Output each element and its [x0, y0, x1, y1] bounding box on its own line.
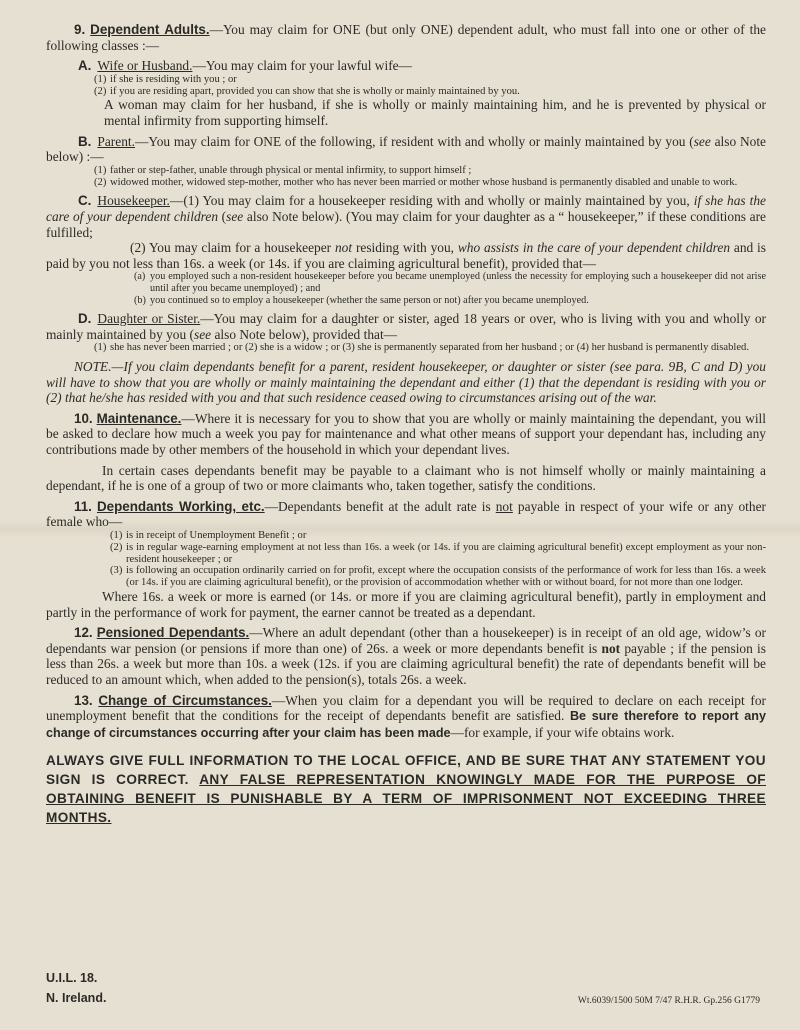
print-code: Wt.6039/1500 50M 7/47 R.H.R. Gp.256 G1779: [577, 996, 760, 1006]
section-9c-part-2: (2) You may claim for a housekeeper not residing with you, who assists in the care of your dependent children and is paid by you not less than 16s. a week (or 14s. if you are claiming agricultural benefit), provided that—: [46, 240, 766, 271]
section-9-intro: [46, 22, 766, 53]
section-9a-letter: A.: [78, 58, 92, 74]
section-9b-list: [46, 165, 766, 189]
section-9a-list: [46, 74, 766, 98]
section-9b-letter: B.: [78, 133, 92, 149]
section-9-note: NOTE.—If you claim dependants benefit for a parent, resident housekeeper, or daughter or sister (see para. 9B, C and D) you will have to show that you are wholly or mainly maintaining the dependant and either (1) that the dependant is residing with you or (2) that he/she has resided with you and that such residence ceased owing to circumstances arising out of the war.: [46, 359, 766, 406]
section-9b-label: Parent.: [97, 133, 135, 149]
section-9a-label: Wife or Husband.: [97, 58, 193, 74]
section-9d: D. Daughter or Sister.—You may claim for a daughter or sister, aged 18 years or over, who is living with you and wholly or mainly maintained by you (see also Note below), provided that—: [46, 311, 766, 342]
list-item: (2) widowed mother, widowed step-mother, mother who has never been married or mother whose husband is permanently disabled and unable to work.: [94, 176, 738, 188]
section-9a-text: —You may claim for your lawful wife—: [192, 58, 412, 74]
section-9-number: 9.: [74, 22, 86, 37]
section-13-title: Change of Circumstances.: [98, 692, 272, 708]
region-label: N. Ireland.: [46, 991, 107, 1005]
section-9a: [46, 58, 766, 74]
list-item: (1) if she is residing with you ; or: [94, 73, 237, 85]
section-9d-label: Daughter or Sister.: [97, 311, 201, 327]
list-item: (2) is in regular wage-earning employment at not less than 16s. a week (or 14s. if you are claiming agricultural benefit) except employment as your non-resident housekeeper ; or: [110, 541, 766, 565]
document-body: [46, 22, 766, 827]
list-item: (a) you employed such a non-resident housekeeper before you became unemployed (unless the necessity for employing such a housekeeper did not arise until after you became unemployed) ; and: [134, 271, 766, 294]
section-9c-list: [46, 271, 766, 306]
form-code: U.I.L. 18.: [46, 971, 98, 985]
section-13: 13. Change of Circumstances.—When you claim for a dependant you will be required to declare on each receipt for unemployment benefit that the conditions for the receipt of dependants benefit are satisfied. Be sure therefore to report any change of circumstances occurring after your claim has been made—for example, if your wife obtains work.: [46, 692, 766, 740]
section-10-title: Maintenance.: [96, 410, 182, 426]
page-footer: [46, 968, 766, 1008]
section-9b: B. Parent.—You may claim for ONE of the following, if resident with and wholly or mainly maintained by you (see also Note below) :—: [46, 133, 766, 165]
section-10: 10. Maintenance.—Where it is necessary for you to show that you are wholly or mainly maintaining the dependant, you will be asked to declare how much a week you pay for maintenance and what other means of support your dependant has, including any contributions made by other members of the household in which your dependant lives.: [46, 410, 766, 458]
list-item: (1) father or step-father, unable through physical or mental infirmity, to support himself ;: [94, 164, 472, 176]
list-item: (3) is following an occupation ordinarily carried on for profit, except where the occupation consists of the performance of work for less than 16s. a week (or 14s. if you are claiming agricultural benefit), or the provision of accommodation whether with or without board, for not more than one lodger.: [110, 565, 766, 589]
list-item: (b) you continued so to employ a housekeeper (whether the same person or not) after you became unemployed.: [134, 294, 589, 306]
section-9-title: Dependent Adults.: [90, 22, 210, 37]
false-statement-warning: ALWAYS GIVE FULL INFORMATION TO THE LOCAL OFFICE, AND BE SURE THAT ANY STATEMENT YOU SIGN IS CORRECT. ANY FALSE REPRESENTATION KNOWINGLY MADE FOR THE PURPOSE OF OBTAINING BENEFIT IS PUNISHABLE BY A TERM OF IMPRISONMENT NOT EXCEEDING THREE MONTHS.: [46, 753, 766, 826]
section-10-part-2: In certain cases dependants benefit may be payable to a claimant who is not himself wholly or mainly maintaining a dependant, if he is one of a group of two or more claimants who, taken together, satisfy the conditions.: [46, 462, 766, 494]
section-9d-letter: D.: [78, 311, 92, 327]
section-9-text: —You may claim for ONE (but only ONE) dependent adult, who must fall into one or other of the following classes :—: [46, 22, 766, 53]
section-9d-list: [46, 342, 766, 354]
section-11-list: [46, 530, 766, 589]
section-9c: C. Housekeeper.—(1) You may claim for a housekeeper residing with and wholly or mainly maintained by you, if she has the care of your dependent children (see also Note below). (You may claim for your daughter as a “ housekeeper,” if these conditions are fulfilled;: [46, 193, 767, 240]
section-12: 12. Pensioned Dependants.—Where an adult dependant (other than a housekeeper) is in receipt of an old age, widow’s or dependants war pension (or pensions if more than one) of 26s. a week or more dependants benefit is not payable ; if the pension is less than 26s. a week but more than 10s. a week (12s. if you are claiming agricultural benefit) the rate of dependants benefit will be reduced to an amount which, when added to the pension(s), totals 26s. a week.: [46, 625, 766, 687]
list-item: (1) is in receipt of Unemployment Benefit ; or: [110, 530, 307, 542]
section-11-title: Dependants Working, etc.: [96, 498, 265, 514]
section-9a-after: A woman may claim for her husband, if she is wholly or mainly maintaining him, and he is prevented by physical or mental infirmity from supporting himself.: [104, 97, 766, 128]
section-11: 11. Dependants Working, etc.—Dependants benefit at the adult rate is not payable in respect of your wife or any other female who—: [46, 498, 767, 530]
section-11-after: Where 16s. a week or more is earned (or 14s. or more if you are claiming agricultural benefit), partly in employment and partly in the performance of work for payment, the earner cannot be treated as a dependant.: [46, 589, 766, 620]
list-item: (2) if you are residing apart, provided you can show that she is wholly or mainly maintained by you.: [94, 85, 520, 97]
section-9c-letter: C.: [78, 193, 92, 209]
section-9c-label: Housekeeper.: [97, 193, 170, 209]
section-12-title: Pensioned Dependants.: [96, 625, 250, 641]
list-item: (1) she has never been married ; or (2) she is a widow ; or (3) she is permanently separated from her husband ; or (4) her husband is permanently disabled.: [94, 342, 749, 354]
